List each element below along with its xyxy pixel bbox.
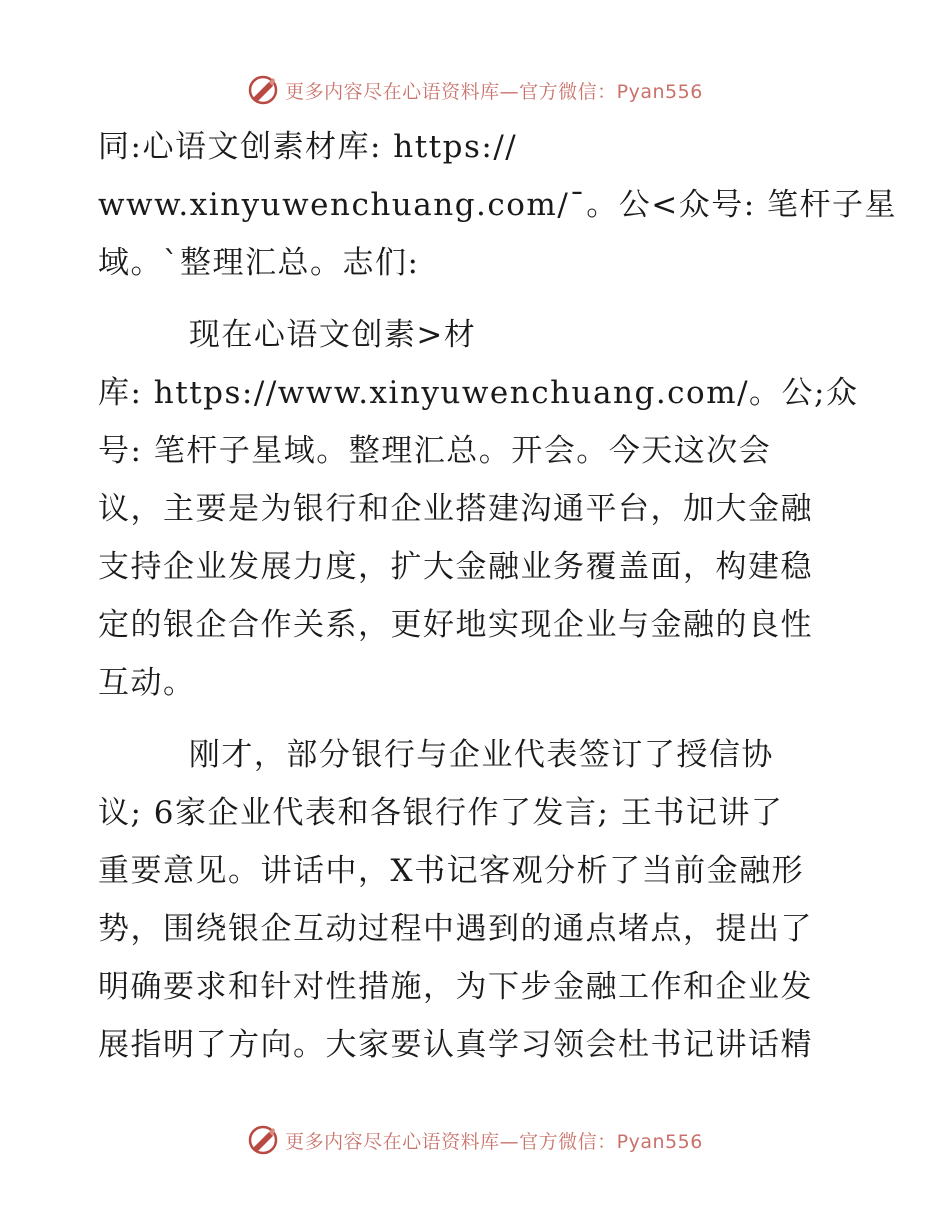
text-line: 互动。 bbox=[98, 665, 196, 701]
pen-seal-logo-icon bbox=[247, 74, 279, 106]
text-line: 同:心语文创素材库: https:// bbox=[98, 129, 518, 165]
text-line: 号: 笔杆子星域。整理汇总。开会。今天这次会 bbox=[98, 433, 772, 469]
watermark-text: 更多内容尽在心语资料库—官方微信：Pyan556 bbox=[285, 80, 703, 103]
text-line: 现在心语文创素>材 bbox=[98, 317, 477, 353]
watermark-text: 更多内容尽在心语资料库—官方微信：Pyan556 bbox=[285, 1130, 703, 1153]
text-line: 域。`整理汇总。志们: bbox=[98, 245, 420, 281]
paragraph-3 bbox=[98, 726, 858, 1074]
text-line: 重要意见。讲话中，X书记客观分析了当前金融形 bbox=[98, 853, 805, 889]
text-line: www.xinyuwenchuang.com/¯。公<众号: 笔杆子星 bbox=[98, 187, 898, 223]
pen-seal-logo-icon bbox=[247, 1124, 279, 1156]
text-line: 支持企业发展力度，扩大金融业务覆盖面，构建稳 bbox=[98, 549, 813, 585]
text-line: 议; 6家企业代表和各银行作了发言; 王书记讲了 bbox=[98, 795, 784, 831]
text-line: 库: https://www.xinyuwenchuang.com/。公;众 bbox=[98, 375, 859, 411]
text-line: 议，主要是为银行和企业搭建沟通平台，加大金融 bbox=[98, 491, 813, 527]
text-line: 明确要求和针对性措施，为下步金融工作和企业发 bbox=[98, 969, 813, 1005]
text-line: 刚才，部分银行与企业代表签订了授信协 bbox=[98, 737, 774, 773]
paragraph-1 bbox=[98, 118, 898, 292]
text-line: 定的银企合作关系，更好地实现企业与金融的良性 bbox=[98, 607, 813, 643]
header-watermark bbox=[0, 70, 950, 110]
text-line: 展指明了方向。大家要认真学习领会杜书记讲话精 bbox=[98, 1027, 813, 1063]
footer-watermark bbox=[0, 1120, 950, 1160]
text-line: 势，围绕银企互动过程中遇到的通点堵点，提出了 bbox=[98, 911, 813, 947]
document-body bbox=[98, 118, 898, 1074]
paragraph-2 bbox=[98, 306, 858, 712]
